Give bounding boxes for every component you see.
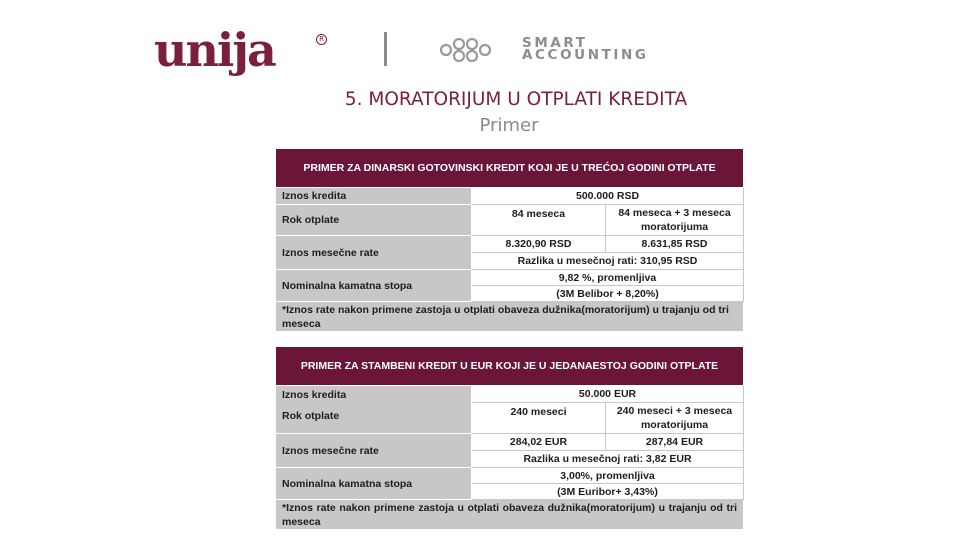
dinar-loan-table	[275, 148, 744, 332]
loan-amount-label: Iznos kredita	[276, 188, 472, 205]
interest-value: 9,82 %, promenljiva	[472, 270, 744, 286]
term-label: Rok otplate	[276, 205, 472, 236]
interest-formula: (3M Belibor + 8,20%)	[472, 286, 744, 302]
registered-mark-icon: R	[316, 34, 327, 45]
loan-amount-value: 50.000 EUR	[472, 386, 744, 403]
term-value-moratorium: 84 meseca + 3 meseca moratorijuma	[606, 205, 744, 236]
loan-amount-label-text: Iznos kredita	[282, 389, 347, 401]
slide-title: 5. MORATORIJUM U OTPLATI KREDITA	[344, 89, 688, 110]
interest-formula: (3M Euribor+ 3,43%)	[472, 484, 744, 500]
term-label: Rok otplate	[282, 410, 340, 422]
loan-amount-label	[276, 386, 472, 434]
installment-value-moratorium: 8.631,85 RSD	[606, 236, 744, 253]
installment-difference: Razlika u mesečnoj rati: 310,95 RSD	[472, 253, 744, 270]
interest-value: 3,00%, promenljiva	[472, 468, 744, 484]
installment-label: Iznos mesečne rate	[276, 434, 472, 468]
loan-amount-value: 500.000 RSD	[472, 188, 744, 205]
eur-mortgage-table	[275, 346, 744, 530]
table-header: PRIMER ZA DINARSKI GOTOVINSKI KREDIT KOJI JE U TREĆOJ GODINI OTPLATE	[276, 149, 744, 188]
smart-accounting-line1: SMART	[522, 35, 588, 51]
smart-accounting-logo	[522, 37, 649, 61]
slide-header	[150, 23, 730, 77]
interest-label: Nominalna kamatna stopa	[276, 468, 472, 500]
unija-logo: unija	[154, 23, 275, 77]
table-header: PRIMER ZA STAMBENI KREDIT U EUR KOJI JE U JEDANAESTOJ GODINI OTPLATE	[276, 347, 744, 386]
installment-value-moratorium: 287,84 EUR	[606, 434, 744, 451]
smart-accounting-dots-icon	[438, 38, 498, 62]
term-value-standard: 240 meseci	[472, 403, 606, 434]
term-value-standard: 84 meseca	[472, 205, 606, 236]
installment-label: Iznos mesečne rate	[276, 236, 472, 270]
installment-difference: Razlika u mesečnoj rati: 3,82 EUR	[472, 451, 744, 468]
table-footnote: *Iznos rate nakon primene zastoja u otplati obaveza dužnika(moratorijum) u trajanju od tri meseca	[276, 500, 744, 530]
term-value-moratorium: 240 meseci + 3 meseca moratorijuma	[606, 403, 744, 434]
smart-accounting-line2: ACCOUNTING	[522, 47, 649, 63]
installment-value-standard: 284,02 EUR	[472, 434, 606, 451]
table-footnote: *Iznos rate nakon primene zastoja u otplati obaveza dužnika(moratorijum) u trajanju od tri meseca	[276, 302, 744, 332]
logo-divider	[384, 32, 387, 66]
interest-label: Nominalna kamatna stopa	[276, 270, 472, 302]
installment-value-standard: 8.320,90 RSD	[472, 236, 606, 253]
slide-subtitle: Primer	[479, 115, 539, 136]
